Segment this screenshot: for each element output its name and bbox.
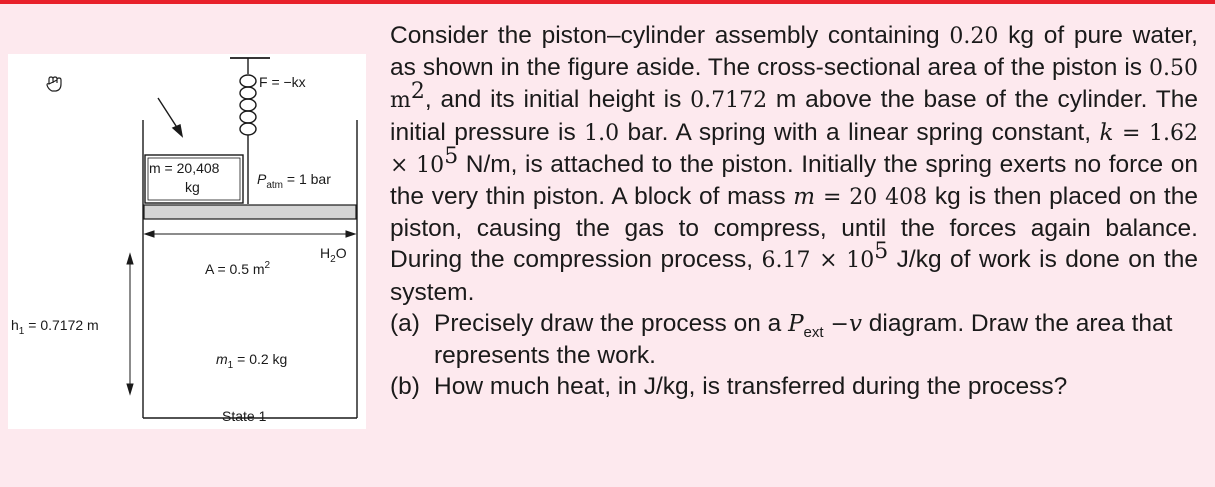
mass-block-unit: kg bbox=[185, 179, 200, 195]
problem-statement bbox=[390, 20, 1198, 402]
state-label: State 1 bbox=[222, 408, 267, 424]
atmospheric-pressure-label: $P_{atm} = 1$ bar bbox=[257, 171, 331, 191]
piston bbox=[144, 205, 356, 219]
block-drop-arrow bbox=[158, 98, 182, 136]
hand-cursor-icon[interactable] bbox=[47, 77, 61, 91]
mass-block-label: m = 20,408 bbox=[149, 160, 220, 176]
part-b: (b) How much heat, in J/kg, is transferred during the process? bbox=[390, 371, 1198, 402]
height-arrow bbox=[127, 254, 133, 394]
part-a: (a) Precisely draw the process on a $P_{ext} -v$ diagram. Draw the area that represents the work. bbox=[390, 308, 1198, 371]
spring-force-label: F = −kx bbox=[259, 74, 306, 90]
water-label: $H_2O$ bbox=[320, 245, 347, 265]
top-accent-bar bbox=[0, 0, 1215, 4]
area-label: A = 0.5 $m^2$ bbox=[205, 260, 271, 277]
mass-block bbox=[145, 155, 243, 203]
problem-intro: Consider the piston–cylinder assembly containing 0.20 kg of pure water, as shown in the figure aside. The cross-sectional area of the piston is 0.50 $m^2$, and its initial height is 0.7172 m above the base of the cylinder. The initial pressure is 1.0 bar. A spring with a linear spring constant, $k = 1.62 \times 10^5$ N/m, is attached to the piston. Initially the spring exerts no force on the very thin piston. A block of mass m = 20 408 kg is then placed on the piston, causing the gas to compress, until the forces again balance. During the compression process, $6.17 \times 10^5$ J/kg of work is done on the system. bbox=[390, 22, 1199, 306]
piston-cylinder-figure bbox=[8, 54, 366, 429]
part-b-label: (b) bbox=[390, 373, 420, 401]
part-a-label: (a) bbox=[390, 309, 420, 337]
water-mass-label: $m_1 = 0.2$ kg bbox=[216, 351, 288, 371]
piston-width-arrow bbox=[145, 231, 355, 237]
height-label: $h_1 = 0.7172$ m bbox=[11, 317, 99, 337]
